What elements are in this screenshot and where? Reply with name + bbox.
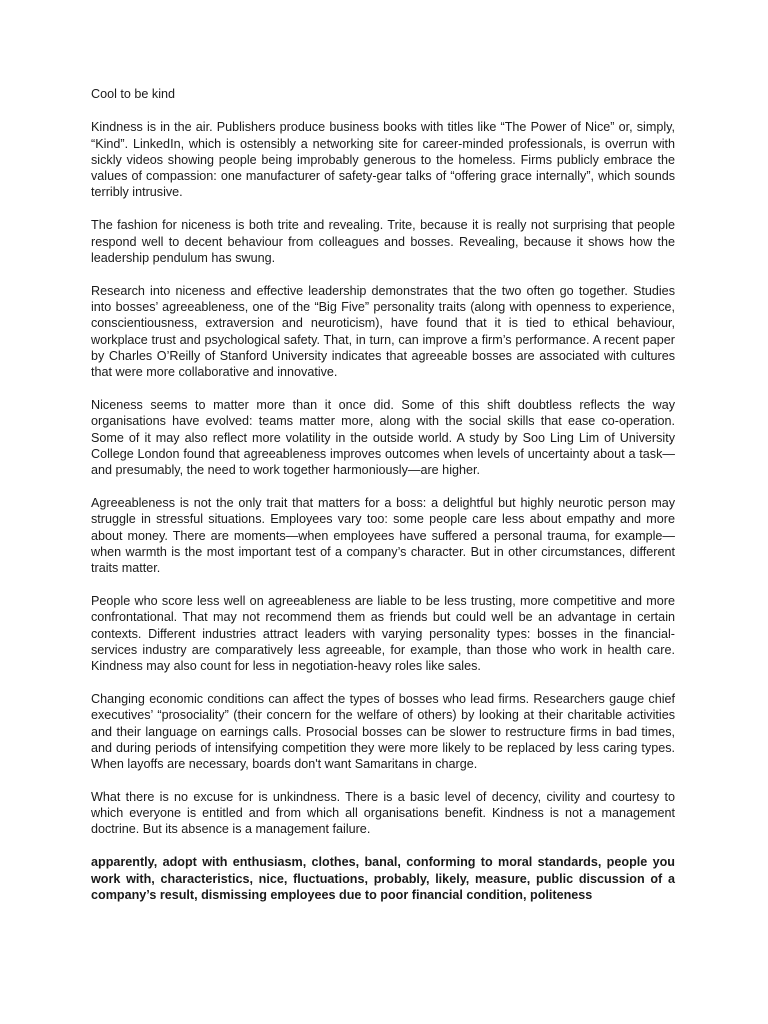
vocabulary-list: apparently, adopt with enthusiasm, clothes, banal, conforming to moral standards, people you work with, characteristics, nice, fluctuations, probably, likely, measure, public discussion of a company’s result, dismissing employees due to poor financial condition, politeness bbox=[91, 855, 675, 902]
document-page bbox=[91, 86, 675, 903]
paragraph: Niceness seems to matter more than it once did. Some of this shift doubtless reflects the way organisations have evolved: teams matter more, along with the social skills that ease co-operation. Some of it may also reflect more volatility in the outside world. A study by Soo Ling Lim of University College London found that agreeableness improves outcomes when levels of uncertainty about a task—and presumably, the need to work together harmoniously—are higher. bbox=[91, 397, 675, 478]
paragraph: Changing economic conditions can affect the types of bosses who lead firms. Researchers gauge chief executives’ “prosociality” (their concern for the welfare of others) by looking at their charitable activities and their language on earnings calls. Prosocial bosses can be slower to restructure firms in bad times, and during periods of intensifying competition they were more likely to be replaced by less caring types. When layoffs are necessary, boards don't want Samaritans in charge. bbox=[91, 691, 675, 772]
paragraph: The fashion for niceness is both trite and revealing. Trite, because it is really not surprising that people respond well to decent behaviour from colleagues and bosses. Revealing, because it shows how the leadership pendulum has swung. bbox=[91, 218, 675, 265]
paragraph: People who score less well on agreeableness are liable to be less trusting, more competitive and more confrontational. That may not recommend them as friends but could well be an advantage in certain contexts. Different industries attract leaders with varying personality types: bosses in the financial-services industry are comparatively less agreeable, for example, than those who work in health care. Kindness may also count for less in negotiation-heavy roles like sales. bbox=[91, 593, 675, 674]
paragraph: Kindness is in the air. Publishers produce business books with titles like “The Power of Nice” or, simply, “Kind”. LinkedIn, which is ostensibly a networking site for career-minded professionals, is overrun with sickly videos showing people being improbably generous to the homeless. Firms publicly embrace the values of compassion: one manufacturer of safety-gear talks of “offering grace internally”, which sounds terribly intrusive. bbox=[91, 120, 675, 200]
paragraph: Agreeableness is not the only trait that matters for a boss: a delightful but highly neurotic person may struggle in stressful situations. Employees vary too: some people care less about empathy and more about money. There are moments—when employees have suffered a personal trauma, for example—when warmth is the most important test of a company’s character. But in other circumstances, different traits matter. bbox=[91, 495, 675, 576]
paragraph: Research into niceness and effective leadership demonstrates that the two often go together. Studies into bosses’ agreeableness, one of the “Big Five” personality traits (along with openness to experience, conscientiousness, extraversion and neuroticism), have found that it is tied to ethical behaviour, workplace trust and psychological safety. That, in turn, can improve a firm’s performance. A recent paper by Charles O’Reilly of Stanford University indicates that agreeable bosses are associated with cultures that were more collaborative and innovative. bbox=[91, 283, 675, 380]
paragraph: What there is no excuse for is unkindness. There is a basic level of decency, civility and courtesy to which everyone is entitled and from which all organisations benefit. Kindness is not a management doctrine. But its absence is a management failure. bbox=[91, 789, 675, 837]
document-title: Cool to be kind bbox=[91, 87, 176, 101]
